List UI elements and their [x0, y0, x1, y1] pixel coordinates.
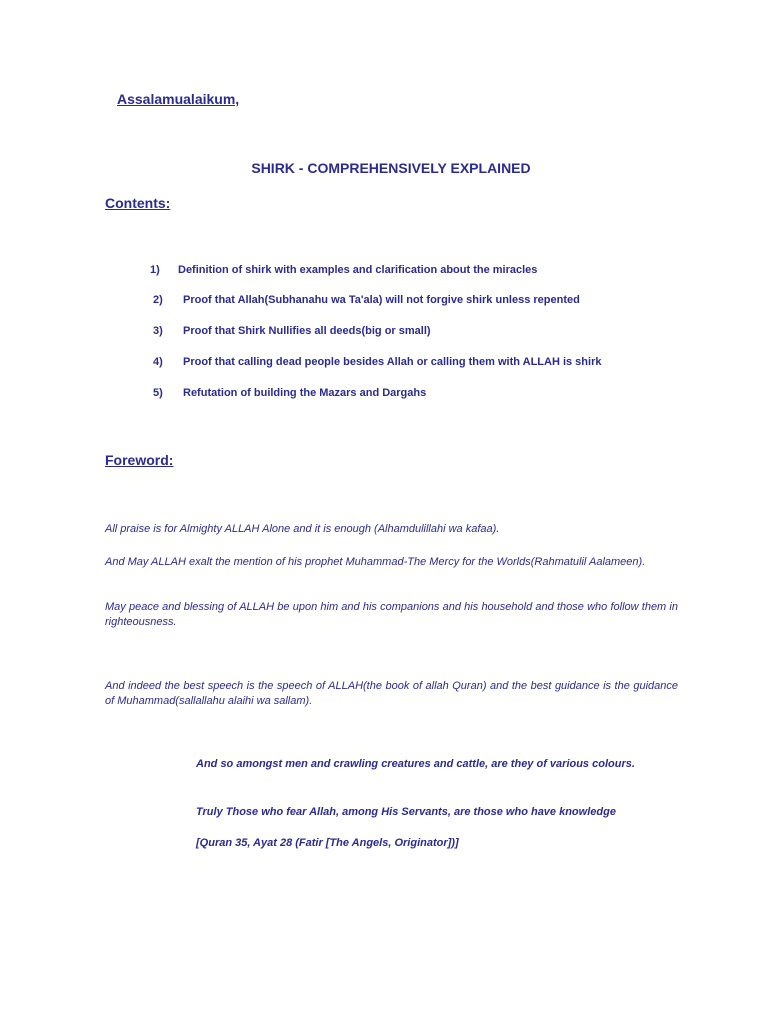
foreword-heading: Foreword:: [105, 452, 174, 468]
contents-item-text: Definition of shirk with examples and clarification about the miracles: [178, 264, 538, 276]
foreword-paragraph: And indeed the best speech is the speech of ALLAH(the book of allah Quran) and the best guidance is the guidance of Muhammad(sallallahu alaihi wa sallam).: [105, 680, 678, 707]
contents-item-number: 2): [153, 294, 163, 306]
quran-reference: [Quran 35, Ayat 28 (Fatir [The Angels, Originator])]: [196, 837, 459, 849]
contents-item-text: Proof that Shirk Nullifies all deeds(big or small): [183, 325, 431, 337]
contents-item-text: Proof that Allah(Subhanahu wa Ta'ala) will not forgive shirk unless repented: [183, 294, 580, 306]
foreword-paragraph: May peace and blessing of ALLAH be upon him and his companions and his household and those who follow them in righteousness.: [105, 601, 678, 628]
contents-item-1: [0, 264, 768, 280]
contents-item-number: 5): [153, 387, 163, 399]
greeting: Assalamualaikum,: [117, 91, 240, 107]
contents-item-number: 3): [153, 325, 163, 337]
quran-verse-line: Truly Those who fear Allah, among His Servants, are those who have knowledge: [196, 806, 616, 818]
contents-item-5: [0, 387, 768, 403]
contents-heading: Contents:: [105, 195, 171, 211]
contents-item-4: [0, 356, 768, 372]
foreword-paragraph: All praise is for Almighty ALLAH Alone and it is enough (Alhamdulillahi wa kafaa).: [105, 523, 500, 535]
quran-verse-line: And so amongst men and crawling creatures and cattle, are they of various colours.: [196, 758, 635, 770]
contents-item-number: 4): [153, 356, 163, 368]
foreword-paragraph: And May ALLAH exalt the mention of his prophet Muhammad-The Mercy for the Worlds(Rahmatulil Aalameen).: [105, 556, 646, 568]
document-title: SHIRK - COMPREHENSIVELY EXPLAINED: [251, 160, 531, 176]
contents-item-2: [0, 294, 768, 310]
contents-item-number: 1): [150, 264, 160, 276]
contents-item-text: Refutation of building the Mazars and Dargahs: [183, 387, 427, 399]
contents-item-3: [0, 325, 768, 341]
contents-item-text: Proof that calling dead people besides Allah or calling them with ALLAH is shirk: [183, 356, 602, 368]
